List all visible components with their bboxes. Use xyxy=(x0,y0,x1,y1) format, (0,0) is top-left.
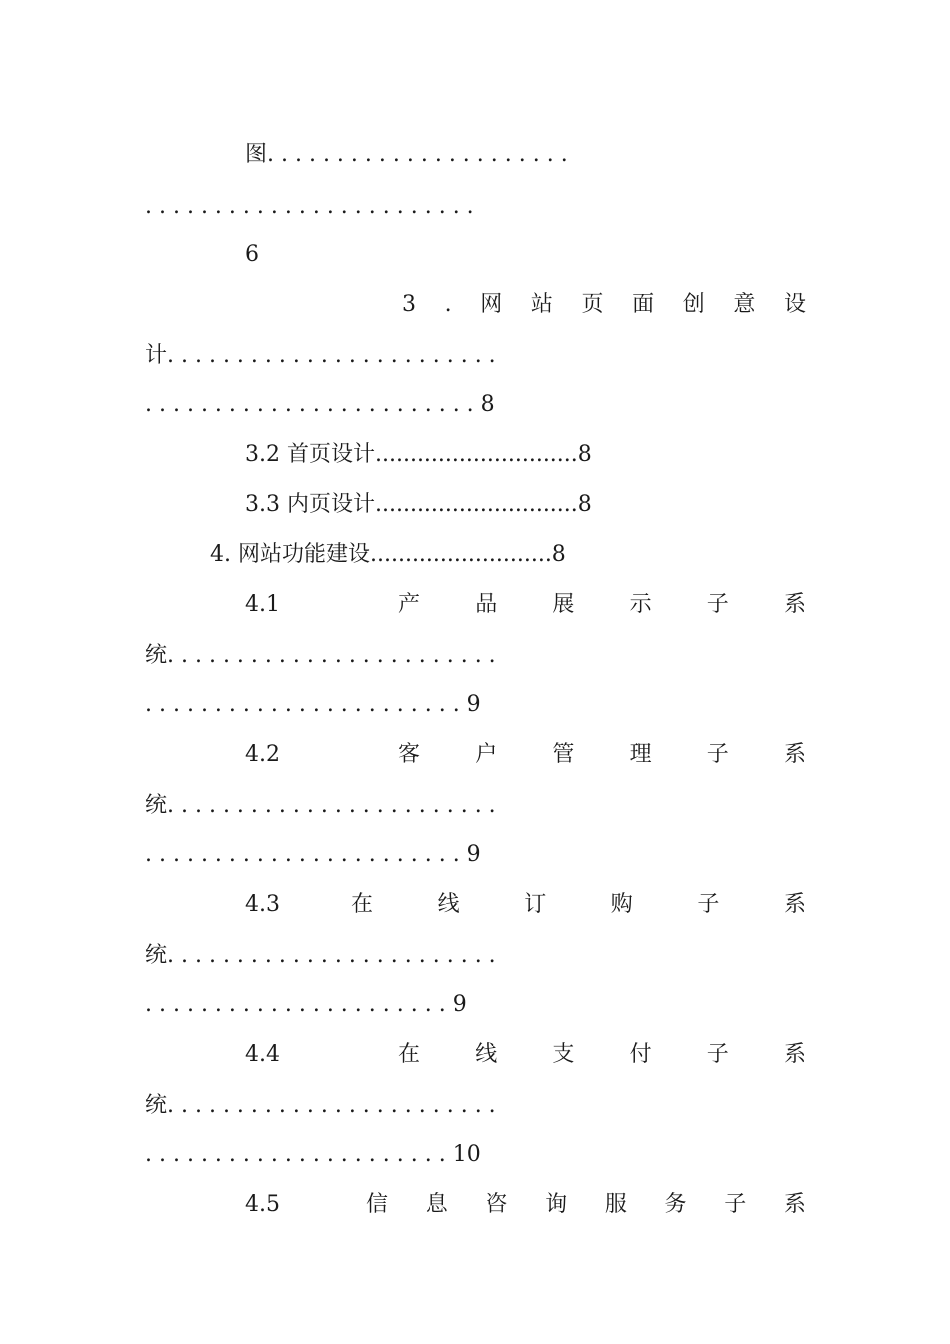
toc-char: 子 xyxy=(706,742,729,767)
toc-line: 统. . . . . . . . . . . . . . . . . . . . . . . . xyxy=(145,643,496,668)
toc-number: 3 xyxy=(402,292,416,317)
toc-line: . . . . . . . . . . . . . . . . . . . . . . 10 xyxy=(145,1142,481,1167)
toc-char: 线 xyxy=(475,1042,498,1067)
toc-char: 产 xyxy=(398,592,421,617)
toc-char: 信 xyxy=(366,1192,389,1217)
toc-separator: . xyxy=(444,292,452,317)
toc-char: 子 xyxy=(724,1192,747,1217)
toc-char: 询 xyxy=(545,1192,568,1217)
toc-char: 咨 xyxy=(485,1192,508,1217)
toc-entry-4-2-heading xyxy=(398,740,806,770)
toc-char: 管 xyxy=(552,742,575,767)
toc-number: 4.5 xyxy=(245,1192,280,1217)
toc-char: 在 xyxy=(398,1042,421,1067)
toc-char: 网 xyxy=(480,292,503,317)
toc-char: 客 xyxy=(398,742,421,767)
toc-page-number: 6 xyxy=(245,242,259,267)
toc-line: 图. . . . . . . . . . . . . . . . . . . . . . xyxy=(245,142,568,167)
toc-number: 4.3 xyxy=(245,892,280,917)
toc-char: 子 xyxy=(706,1042,729,1067)
toc-char: 服 xyxy=(604,1192,627,1217)
toc-char: 息 xyxy=(425,1192,448,1217)
toc-entry-4-5-heading xyxy=(366,1190,806,1220)
toc-char: 意 xyxy=(733,292,756,317)
toc-line: . . . . . . . . . . . . . . . . . . . . . . . . 8 xyxy=(145,392,495,417)
toc-entry-4-4-heading xyxy=(398,1040,806,1070)
toc-char: 子 xyxy=(706,592,729,617)
toc-entry-4-1-heading xyxy=(398,590,806,620)
toc-char: 面 xyxy=(632,292,655,317)
toc-entry-4-3-heading xyxy=(351,890,806,920)
toc-char: 付 xyxy=(629,1042,652,1067)
toc-char: 系 xyxy=(783,1042,806,1067)
toc-number: 4.2 xyxy=(245,742,280,767)
toc-char: 设 xyxy=(783,292,806,317)
toc-char: 购 xyxy=(610,892,633,917)
toc-char: 线 xyxy=(437,892,460,917)
toc-char: 理 xyxy=(629,742,652,767)
toc-number: 4.4 xyxy=(245,1042,280,1067)
toc-char: 务 xyxy=(664,1192,687,1217)
toc-line: . . . . . . . . . . . . . . . . . . . . . . . 9 xyxy=(145,842,481,867)
toc-entry-4: 4. 网站功能建设..........................8 xyxy=(210,542,566,567)
toc-line: . . . . . . . . . . . . . . . . . . . . . . 9 xyxy=(145,992,467,1017)
toc-char: 创 xyxy=(682,292,705,317)
toc-line: 计. . . . . . . . . . . . . . . . . . . . . . . . xyxy=(145,343,496,368)
toc-char: 品 xyxy=(475,592,498,617)
toc-char: 在 xyxy=(351,892,374,917)
toc-entry-3-heading xyxy=(402,290,806,320)
toc-entry-3-3: 3.3 内页设计.............................8 xyxy=(245,492,592,517)
toc-char: 系 xyxy=(783,592,806,617)
toc-char: 户 xyxy=(475,742,498,767)
toc-line: 统. . . . . . . . . . . . . . . . . . . . . . . . xyxy=(145,943,496,968)
toc-line: . . . . . . . . . . . . . . . . . . . . . . . 9 xyxy=(145,692,481,717)
toc-char: 展 xyxy=(552,592,575,617)
toc-char: 页 xyxy=(581,292,604,317)
toc-char: 示 xyxy=(629,592,652,617)
toc-line: . . . . . . . . . . . . . . . . . . . . . . . . xyxy=(145,194,474,219)
toc-char: 系 xyxy=(783,742,806,767)
toc-char: 站 xyxy=(530,292,553,317)
toc-number: 4.1 xyxy=(245,592,280,617)
toc-char: 系 xyxy=(783,1192,806,1217)
toc-entry-3-2: 3.2 首页设计.............................8 xyxy=(245,442,592,467)
toc-char: 系 xyxy=(783,892,806,917)
toc-char: 子 xyxy=(697,892,720,917)
toc-line: 统. . . . . . . . . . . . . . . . . . . . . . . . xyxy=(145,1093,496,1118)
toc-char: 订 xyxy=(524,892,547,917)
toc-line: 统. . . . . . . . . . . . . . . . . . . . . . . . xyxy=(145,793,496,818)
toc-char: 支 xyxy=(552,1042,575,1067)
